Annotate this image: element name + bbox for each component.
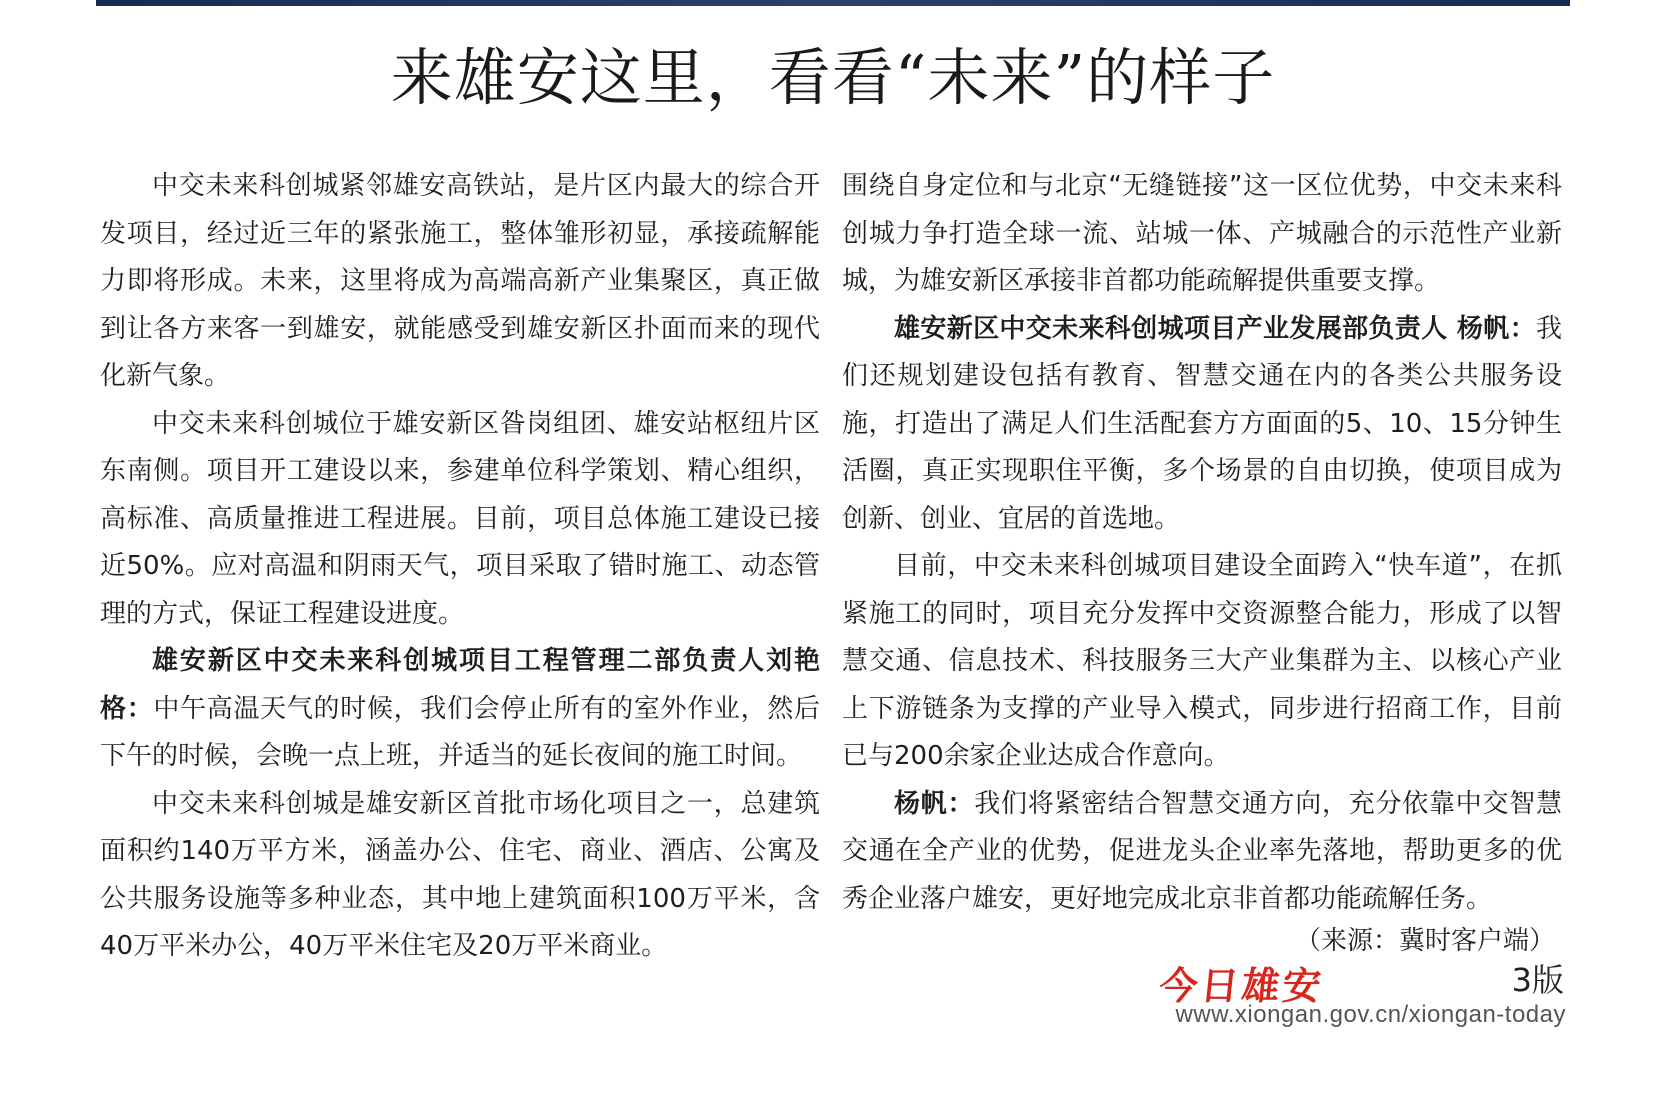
article-headline: 来雄安这里，看看“未来”的样子 [390, 41, 1276, 114]
paragraph: 中交未来科创城位于雄安新区昝岗组团、雄安站枢纽片区东南侧。项目开工建设以来，参建单位科学策划、精心组织，高标准、高质量推进工程进展。目前，项目总体施工建设已接近50%。应对高温和阴雨天气，项目采取了错时施工、动态管理的方式，保证工程建设进度。 [100, 408, 820, 629]
paragraph: 中交未来科创城紧邻雄安高铁站，是片区内最大的综合开发项目，经过近三年的紧张施工，整体雏形初显，承接疏解能力即将形成。未来，这里将成为高端高新产业集聚区，真正做到让各方来客一到雄安，就能感受到雄安新区扑面而来的现代化新气象。 [100, 171, 820, 391]
speaker-name: 雄安新区中交未来科创城项目工程管理二部负责人刘艳格： [100, 646, 820, 724]
source-credit: （来源：冀时客户端） [1294, 926, 1555, 956]
top-rule-bar [96, 0, 1570, 6]
speaker-name: 杨帆： [894, 788, 975, 819]
quote-paragraph [100, 638, 820, 781]
right-text-column [842, 163, 1562, 923]
paragraph: 中交未来科创城是雄安新区首批市场化项目之一，总建筑面积约140万平方米，涵盖办公、住宅、商业、酒店、公寓及公共服务设施等多种业态，其中地上建筑面积100万平米，含40万平米办公，40万平米住宅及20万平米商业。 [100, 788, 820, 961]
website-url: www.xiongan.gov.cn/xiongan-today [1175, 1001, 1566, 1028]
paragraph-continued: 围绕自身定位和与北京“无缝链接”这一区位优势，中交未来科创城力争打造全球一流、站城一体、产城融合的示范性产业新城，为雄安新区承接非首都功能疏解提供重要支撑。 [842, 171, 1562, 296]
quote-paragraph [842, 306, 1562, 544]
left-text-column [100, 163, 820, 971]
page-number: 3版 [1511, 961, 1564, 999]
quote-text: 中午高温天气的时候，我们会停止所有的室外作业，然后下午的时候，会晚一点上班，并适当的延长夜间的施工时间。 [100, 693, 820, 771]
quote-paragraph [842, 781, 1562, 924]
paragraph: 目前，中交未来科创城项目建设全面跨入“快车道”，在抓紧施工的同时，项目充分发挥中交资源整合能力，形成了以智慧交通、信息技术、科技服务三大产业集群为主、以核心产业上下游链条为支撑的产业导入模式，同步进行招商工作，目前已与200余家企业达成合作意向。 [842, 551, 1562, 771]
speaker-name: 雄安新区中交未来科创城项目产业发展部负责人 杨帆： [894, 313, 1536, 344]
newspaper-logo: 今日雄安 [1157, 963, 1327, 1008]
quote-text: 我们将紧密结合智慧交通方向，充分依靠中交智慧交通在全产业的优势，促进龙头企业率先落地，帮助更多的优秀企业落户雄安，更好地完成北京非首都功能疏解任务。 [842, 788, 1562, 914]
quote-text: 我们还规划建设包括有教育、智慧交通在内的各类公共服务设施，打造出了满足人们生活配套方方面面的5、10、15分钟生活圈，真正实现职住平衡，多个场景的自由切换，使项目成为创新、创业、宜居的首选地。 [842, 313, 1562, 534]
